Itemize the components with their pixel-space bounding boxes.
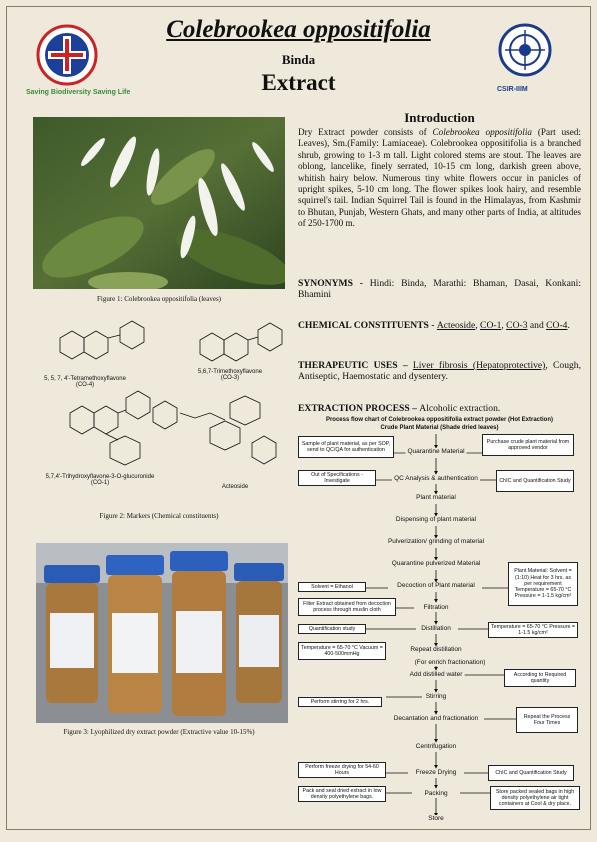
flow-note-right: Plant Material: Solvent = (1:10) Heat for 3 hrs. as per requirement Temperature = 65-70 °C Pressure = 1-1.5 kg/cm² bbox=[508, 562, 578, 606]
flow-step: Dispensing of plant material bbox=[395, 516, 477, 523]
flow-step: Plant material bbox=[416, 494, 456, 501]
flow-note-left: Sample of plant material, as per SOP, send to QC/QA for authentication bbox=[298, 436, 394, 458]
flow-step: Stirring bbox=[425, 693, 447, 700]
leaves-photo bbox=[33, 117, 285, 289]
chemical-constituents-text: CHEMICAL CONSTITUENTS - Acteoside, CO-1, CO-3 and CO-4. bbox=[298, 320, 570, 331]
product-title: Extract bbox=[261, 70, 336, 95]
flow-note-right: ChIC and Quantification Study bbox=[488, 765, 574, 781]
flow-step: Distillation bbox=[421, 625, 451, 632]
flow-note-right: Repeat the Process Four Times bbox=[516, 707, 578, 733]
flow-note-left: Filter Extract obtained from decoction process through muslin cloth bbox=[298, 598, 396, 616]
extraction-process-text: EXTRACTION PROCESS – Alcoholic extraction. bbox=[298, 403, 501, 414]
flow-step: Packing bbox=[424, 790, 448, 797]
flow-step: Pulverization/ grinding of material bbox=[387, 538, 485, 545]
therapeutic-uses-text: THERAPEUTIC USES – Liver fibrosis (Hepatoprotective), Cough, Antiseptic, Haemostatic and dysentery. bbox=[298, 360, 581, 383]
flow-step: Store bbox=[428, 815, 444, 822]
flow-note-right: Temperature = 65-70 °C Pressure = 1-1.5 kg/cm² bbox=[488, 622, 578, 638]
flow-step: Filtration bbox=[423, 604, 449, 611]
flow-step: Decantation and fractionation bbox=[393, 715, 479, 722]
flow-step: Freeze Drying bbox=[415, 769, 457, 776]
figure-2-caption: Figure 2: Markers (Chemical constituents) bbox=[99, 512, 219, 520]
flow-step: Decoction of Plant material bbox=[397, 582, 475, 589]
flow-note-left: Solvent = Ethanol bbox=[298, 582, 366, 592]
flow-step: Centrifugation bbox=[415, 743, 457, 750]
flow-note-right: Purchase crude plant material from approved vendor bbox=[482, 434, 574, 456]
tagline: Saving Biodiversity Saving Life bbox=[26, 89, 131, 96]
chemical-structures bbox=[30, 318, 295, 498]
flow-chart-subtitle: Crude Plant Material (Shade dried leaves) bbox=[380, 425, 499, 431]
flow-note-left: Quantification study bbox=[298, 624, 366, 634]
flow-chart-title: Process flow chart of Colebrookea oppositifolia extract powder (Hot Extraction) bbox=[325, 417, 554, 423]
intro-heading: Introduction bbox=[404, 110, 475, 125]
flow-note-left: Perform stirring for 2 hrs. bbox=[298, 697, 382, 707]
flow-step: Quarantine pulverized Material bbox=[391, 560, 481, 567]
flow-step: (For enrich fractionation) bbox=[414, 659, 486, 666]
flow-step: QC Analysis & authentication bbox=[394, 475, 478, 482]
flow-step: Quarantine Material bbox=[407, 448, 465, 455]
flow-note-right: Store packed sealed bags in high density polyethylene air tight containers at Cool & dry place. bbox=[490, 786, 580, 810]
flow-note-left: Pack and seal dried extract in low density polyethylene bags. bbox=[298, 786, 386, 802]
intro-text: Dry Extract powder consists of Colebrookea oppositifolia (Part used: Leaves), Sm.(Family: Lamiaceae). Colebrookea oppositifolia is a branched shrub, growing to 1-3 m tall. Light colored stems are stout. The leaves are oblong, lancelike, finely serrated, 10-15 cm long, darkish green above, whitish hairy below. Numerous tiny white flowers occur in panicles of upright spikes, 5-10 cm long. The flower spikes look hairy, and resemble squirrel's tail. Indian Squirrel Tail is found in the Himalayas, from Kashmir to Bhutan, Punjab, Western Ghats, and many other parts of India, at altitudes of 250-1700 m. bbox=[298, 127, 581, 229]
figure-1-caption: Figure 1: Colebrookea oppositifolia (leaves) bbox=[96, 295, 222, 303]
figure-3-caption: Figure 3: Lyophilized dry extract powder (Extractive value 10-15%) bbox=[63, 728, 255, 736]
structure-co4-label: 5, 5, 7, 4'-Tetramethoxyflavone (CO-4) bbox=[44, 376, 126, 388]
flow-note-left: Temperature = 65-70 °C Vacuum = 400-500mmHg bbox=[298, 642, 386, 660]
structure-acteoside-label: Acteoside bbox=[221, 484, 249, 490]
page-title: Colebrookea oppositifolia bbox=[166, 16, 431, 43]
org-name: CSIR-IIIM bbox=[497, 86, 528, 93]
flow-note-right: ChIC and Quantification Study bbox=[496, 470, 574, 492]
flow-step: Repeat distillation bbox=[410, 646, 462, 653]
flow-step: Add distilled water bbox=[409, 671, 463, 678]
structure-co3-label: 5,6,7-Trimethoxyflavone (CO-3) bbox=[197, 369, 263, 381]
flow-note-left: Perform freeze drying for 54-60 Hours bbox=[298, 762, 386, 778]
synonyms-text: SYNONYMS - Hindi: Binda, Marathi: Bhaman, Dasai, Konkani: Bhamini bbox=[298, 278, 581, 301]
page-subtitle: Binda bbox=[281, 52, 316, 67]
flow-note-left: Out of Specifications - Investigate bbox=[298, 470, 376, 486]
structure-co1-label: 5,7,4'-Trihydroxyflavone-3-O-glucuronide (CO-1) bbox=[45, 474, 155, 486]
extract-jars-photo bbox=[36, 543, 288, 723]
flow-note-right: According to Required quantity bbox=[504, 669, 576, 687]
